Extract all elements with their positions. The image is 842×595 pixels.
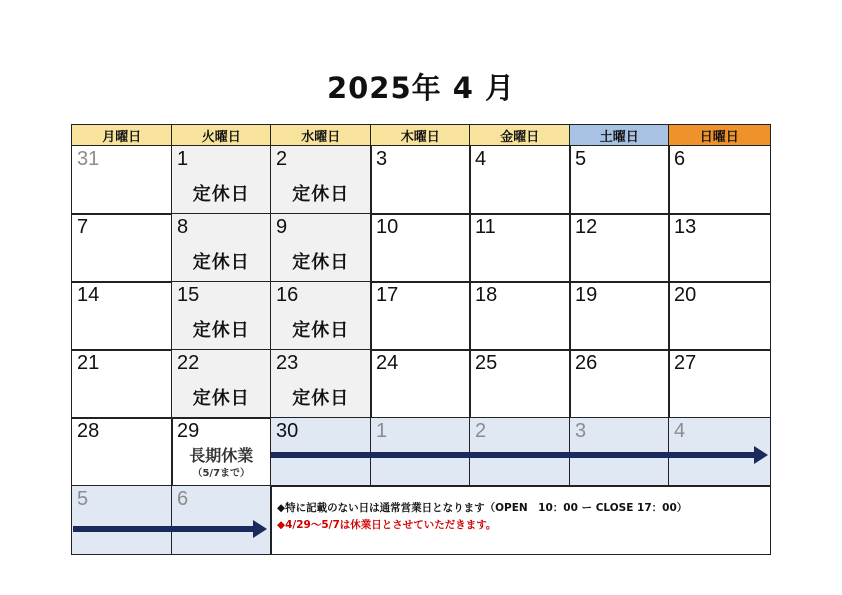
calendar-title: 2025年 4 月 bbox=[326, 71, 516, 105]
day-cell bbox=[71, 349, 173, 419]
day-number: 4 bbox=[674, 420, 686, 442]
day-number: 9 bbox=[276, 216, 288, 238]
closed-day-label: 定休日 bbox=[192, 252, 250, 273]
day-cell bbox=[370, 349, 471, 419]
day-number: 27 bbox=[674, 352, 697, 374]
holiday-arrow-week6 bbox=[73, 520, 267, 538]
day-number: 31 bbox=[77, 148, 100, 170]
day-cell bbox=[668, 349, 771, 419]
day-number: 5 bbox=[77, 488, 89, 510]
day-number: 24 bbox=[376, 352, 399, 374]
day-number: 1 bbox=[376, 420, 388, 442]
day-number: 29 bbox=[177, 420, 200, 442]
day-cell bbox=[469, 349, 571, 419]
day-number: 15 bbox=[177, 284, 200, 306]
day-cell bbox=[71, 213, 173, 283]
day-cell bbox=[71, 281, 173, 351]
business-hours-note: ◆特に記載のない日は通常営業日となります（OPEN 10：00 ー CLOSE 17：00） bbox=[277, 502, 688, 514]
day-number: 1 bbox=[177, 148, 189, 170]
day-number: 14 bbox=[77, 284, 100, 306]
holiday-period-note: ◆4/29～5/7は休業日とさせていただきます。 bbox=[277, 519, 497, 531]
day-number: 8 bbox=[177, 216, 189, 238]
day-cell bbox=[569, 349, 670, 419]
day-cell bbox=[270, 145, 372, 215]
day-cell bbox=[668, 213, 771, 283]
weekday-header-4: 金曜日 bbox=[469, 124, 571, 146]
day-cell bbox=[171, 417, 272, 487]
day-cell bbox=[370, 213, 471, 283]
day-cell bbox=[469, 213, 571, 283]
day-cell bbox=[71, 145, 173, 215]
day-number: 28 bbox=[77, 420, 100, 442]
day-cell bbox=[469, 145, 571, 215]
day-cell bbox=[469, 281, 571, 351]
day-cell bbox=[171, 281, 272, 351]
day-cell bbox=[171, 349, 272, 419]
weekday-header-6: 日曜日 bbox=[668, 124, 771, 146]
day-number: 23 bbox=[276, 352, 299, 374]
day-cell bbox=[569, 281, 670, 351]
day-cell bbox=[370, 145, 471, 215]
day-number: 25 bbox=[475, 352, 498, 374]
weekday-header-2: 水曜日 bbox=[270, 124, 372, 146]
closed-day-label: 定休日 bbox=[292, 320, 350, 341]
closed-day-label: 定休日 bbox=[192, 320, 250, 341]
day-number: 4 bbox=[475, 148, 487, 170]
weekday-header-0: 月曜日 bbox=[71, 124, 173, 146]
day-number: 26 bbox=[575, 352, 598, 374]
day-cell bbox=[370, 281, 471, 351]
day-cell bbox=[569, 213, 670, 283]
day-number: 22 bbox=[177, 352, 200, 374]
day-number: 30 bbox=[276, 420, 299, 442]
day-number: 2 bbox=[475, 420, 487, 442]
day-cell bbox=[71, 417, 173, 487]
day-number: 13 bbox=[674, 216, 697, 238]
day-cell bbox=[270, 349, 372, 419]
day-number: 18 bbox=[475, 284, 498, 306]
day-cell bbox=[270, 213, 372, 283]
day-cell bbox=[171, 145, 272, 215]
day-number: 16 bbox=[276, 284, 299, 306]
day-number: 6 bbox=[674, 148, 686, 170]
day-number: 17 bbox=[376, 284, 399, 306]
day-number: 10 bbox=[376, 216, 399, 238]
day-cell bbox=[171, 213, 272, 283]
closed-day-label: 定休日 bbox=[292, 184, 350, 205]
long-holiday-until: （5/7まで） bbox=[192, 468, 251, 479]
day-number: 12 bbox=[575, 216, 598, 238]
day-number: 7 bbox=[77, 216, 89, 238]
day-number: 5 bbox=[575, 148, 587, 170]
calendar-grid bbox=[71, 124, 769, 554]
day-cell bbox=[668, 145, 771, 215]
day-number: 6 bbox=[177, 488, 189, 510]
closed-day-label: 定休日 bbox=[292, 388, 350, 409]
day-number: 3 bbox=[575, 420, 587, 442]
day-number: 11 bbox=[475, 216, 496, 238]
day-number: 21 bbox=[77, 352, 100, 374]
day-number: 19 bbox=[575, 284, 598, 306]
closed-day-label: 定休日 bbox=[192, 388, 250, 409]
notes-box bbox=[270, 485, 771, 555]
day-cell bbox=[270, 281, 372, 351]
closed-day-label: 定休日 bbox=[292, 252, 350, 273]
holiday-arrow-week5 bbox=[271, 446, 768, 464]
long-holiday-label: 長期休業 bbox=[189, 446, 254, 465]
day-number: 2 bbox=[276, 148, 288, 170]
weekday-header-1: 火曜日 bbox=[171, 124, 272, 146]
weekday-header-3: 木曜日 bbox=[370, 124, 471, 146]
weekday-header-5: 土曜日 bbox=[569, 124, 670, 146]
day-number: 20 bbox=[674, 284, 697, 306]
day-cell bbox=[569, 145, 670, 215]
closed-day-label: 定休日 bbox=[192, 184, 250, 205]
day-cell bbox=[668, 281, 771, 351]
day-number: 3 bbox=[376, 148, 388, 170]
